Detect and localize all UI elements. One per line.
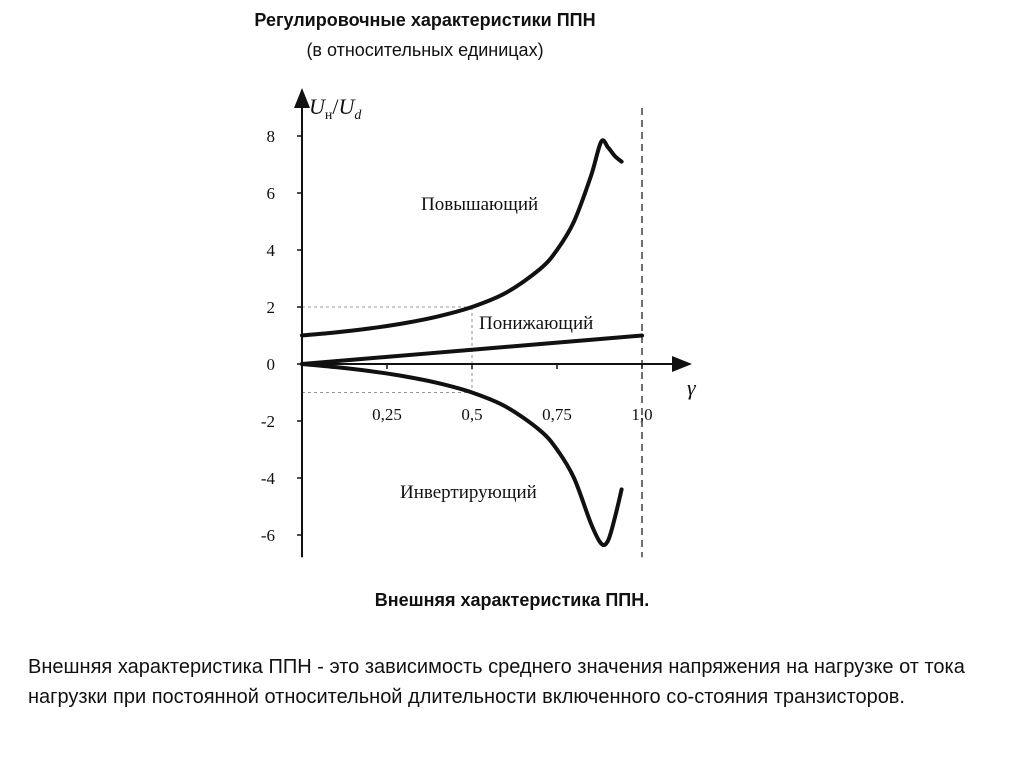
y-tick-label: -4 [260, 469, 275, 488]
y-axis-label: $U_н/U_d$ [309, 94, 362, 123]
y-tick-label: 8 [266, 127, 275, 146]
description-text: Внешняя характеристика ППН - это зависимость среднего значения напряжения на нагрузке от тока нагрузки при постоянной относительной длительности включенного со-стояния транзисторов. [28, 656, 965, 708]
y-tick-label: -2 [260, 412, 275, 431]
series-label-inverting: Инвертирующий [400, 482, 537, 503]
x-tick-label: 0,5 [461, 405, 483, 424]
page-subtitle: (в относительных единицах) [306, 40, 544, 60]
y-tick-label: -6 [260, 526, 275, 545]
y-tick-label: 6 [266, 184, 275, 203]
y-tick-label: 0 [266, 355, 275, 374]
x-tick-label: 0,75 [542, 405, 572, 424]
x-axis-label: γ [687, 375, 696, 400]
page-title: Регулировочные характеристики ППН [254, 10, 596, 30]
series-label-buck: Понижающий [479, 313, 594, 334]
chart [255, 78, 705, 578]
figure-caption: Внешняя характеристика ППН. [374, 590, 650, 610]
series-line-boost [302, 140, 622, 335]
x-tick-label: 0,25 [372, 405, 402, 424]
y-tick-label: 2 [266, 298, 275, 317]
series-label-boost: Повышающий [421, 194, 539, 215]
series-line-inverting [302, 364, 622, 545]
x-tick-label: 1,0 [631, 405, 653, 424]
y-tick-label: 4 [266, 241, 275, 260]
